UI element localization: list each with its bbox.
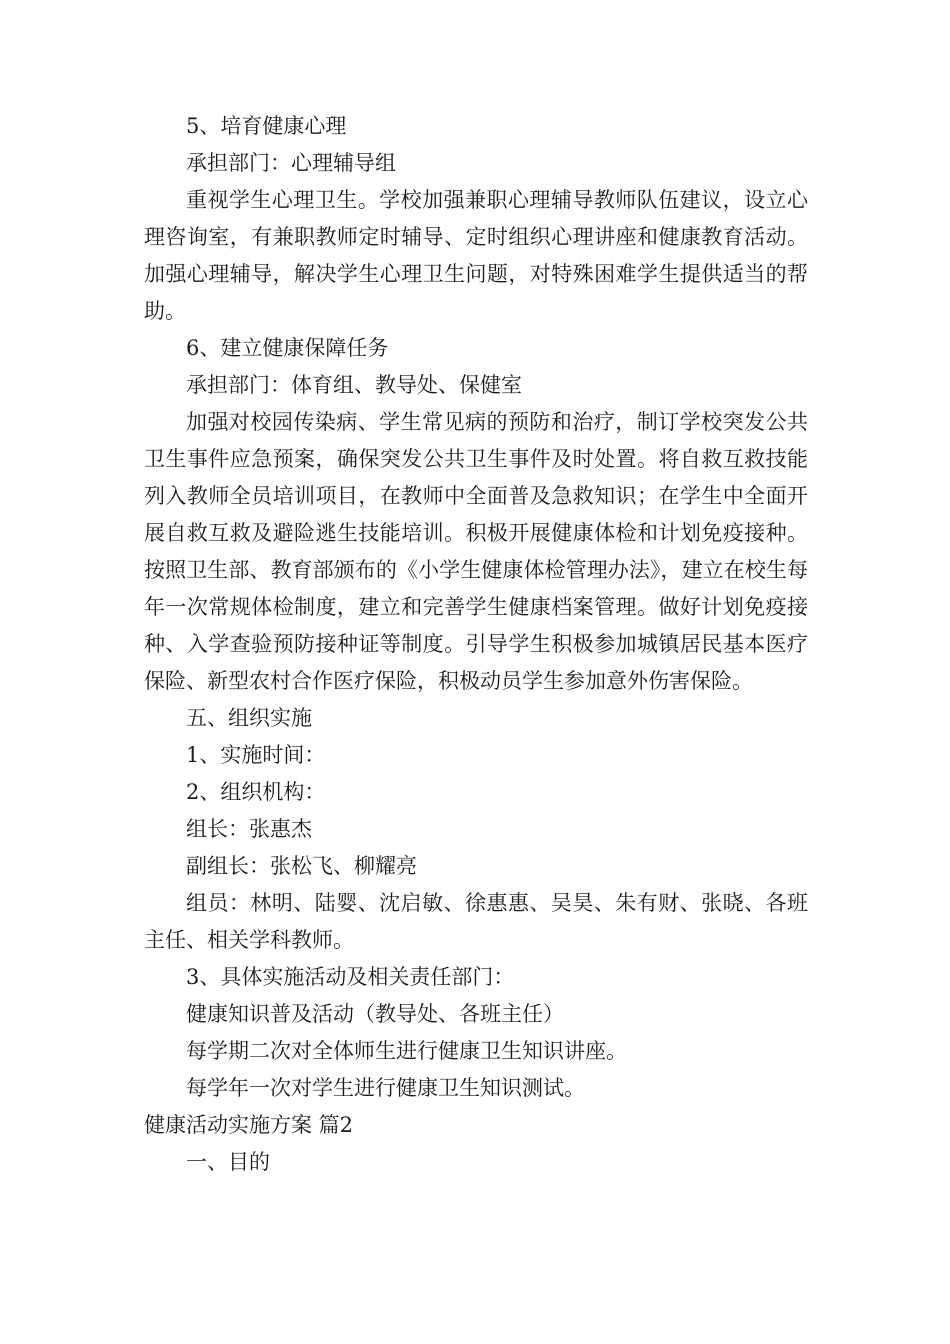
paragraph-5: 承担部门：体育组、教导处、保健室: [186, 373, 522, 397]
paragraph-18: 一、目的: [186, 1150, 270, 1174]
paragraph-15: 每学期二次对全体师生进行健康卫生知识讲座。: [186, 1039, 627, 1063]
paragraph-3: 重视学生心理卫生。学校加强兼职心理辅导教师队伍建议，设立心理咨询室，有兼职教师定时辅导、定时组织心理讲座和健康教育活动。加强心理辅导，解决学生心理卫生问题，对特殊困难学生提供适当的帮助。: [144, 188, 808, 323]
paragraph-12: 组员：林明、陆婴、沈启敏、徐惠惠、吴昊、朱有财、张晓、各班主任、相关学科教师。: [144, 891, 808, 952]
paragraph-16: 每学年一次对学生进行健康卫生知识测试。: [186, 1076, 585, 1100]
paragraph-7: 五、组织实施: [186, 706, 312, 730]
paragraph-6: 加强对校园传染病、学生常见病的预防和治疗，制订学校突发公共卫生事件应急预案，确保突发公共卫生事件及时处置。将自救互救技能列入教师全员培训项目，在教师中全面普及急救知识；在学生中全面开展自救互救及避险逃生技能培训。积极开展健康体检和计划免疫接种。按照卫生部、教育部颁布的《小学生健康体检管理办法》，建立在校生每年一次常规体检制度，建立和完善学生健康档案管理。做好计划免疫接种、入学查验预防接种证等制度。引导学生积极参加城镇居民基本医疗保险、新型农村合作医疗保险，积极动员学生参加意外伤害保险。: [144, 410, 808, 693]
paragraph-11: 副组长：张松飞、柳耀亮: [186, 854, 417, 878]
section-heading: 健康活动实施方案 篇2: [144, 1113, 354, 1137]
paragraph-10: 组长：张惠杰: [186, 817, 312, 841]
paragraph-13: 3、具体实施活动及相关责任部门：: [186, 965, 515, 989]
paragraph-8: 1、实施时间：: [186, 743, 326, 767]
paragraph-4: 6、建立健康保障任务: [186, 336, 389, 360]
paragraph-14: 健康知识普及活动（教导处、各班主任）: [186, 1002, 564, 1026]
paragraph-9: 2、组织机构：: [186, 780, 326, 804]
paragraph-2: 承担部门：心理辅导组: [186, 151, 396, 175]
paragraph-1: 5、培育健康心理: [186, 114, 347, 138]
document-page: [144, 108, 808, 1181]
